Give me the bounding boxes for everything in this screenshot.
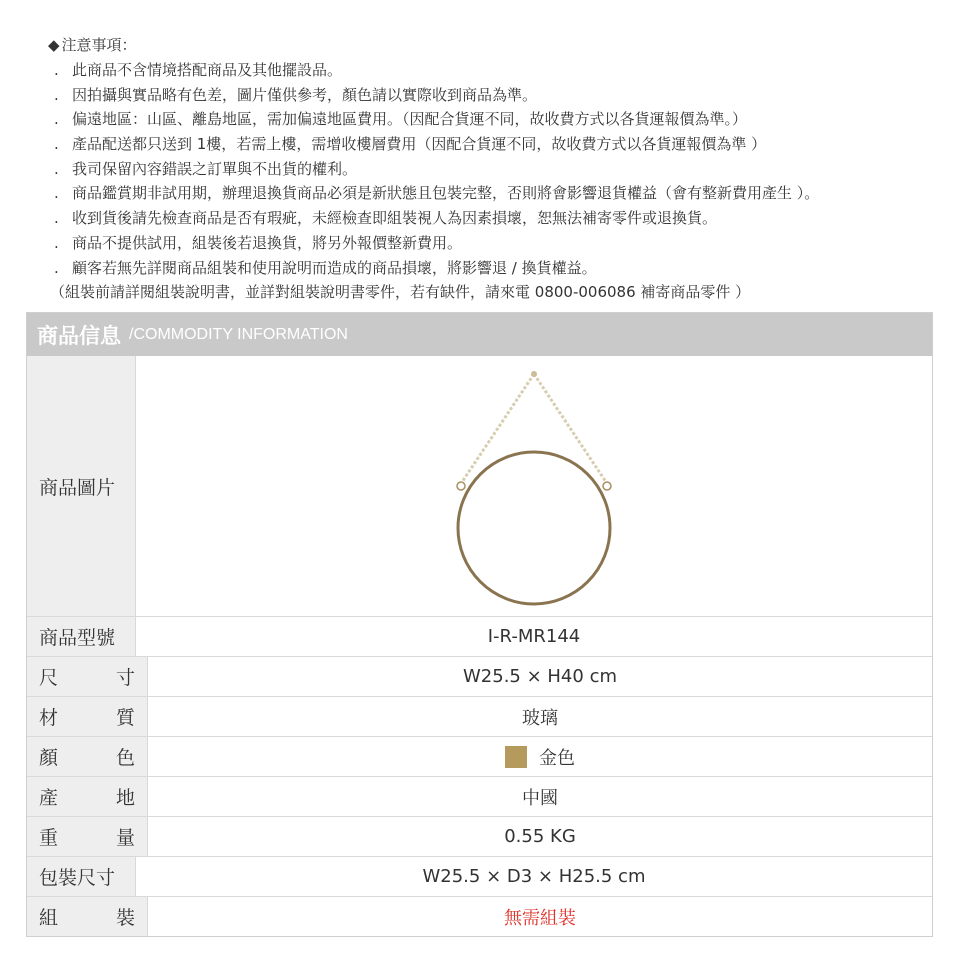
row-model [27, 616, 932, 656]
row-label: 組 裝 [27, 897, 148, 936]
row-origin [27, 776, 932, 816]
commodity-info-table [26, 312, 933, 937]
row-weight [27, 816, 932, 856]
notice-item: . 商品鑑賞期非試用期，辦理退換貨商品必須是新狀態且包裝完整，否則將會影響退貨權益（會有整新費用產生 ）。 [54, 184, 820, 203]
notice-title-text: 注意事項： [61, 36, 137, 54]
notice-item: . 因拍攝與實品略有色差，圖片僅供參考，顏色請以實際收到商品為準。 [54, 85, 538, 104]
row-value: 0.55 KG [504, 826, 576, 847]
product-image [136, 356, 932, 616]
row-package-size [27, 856, 932, 896]
image-label: 商品圖片 [27, 356, 136, 616]
notice-list [48, 58, 819, 280]
notice-item: . 商品不提供試用，組裝後若退換貨，將另外報價整新費用。 [54, 233, 463, 252]
info-header-title: 商品信息 [37, 323, 121, 348]
row-label: 產 地 [27, 777, 148, 816]
row-size [27, 656, 932, 696]
notice-item: . 產品配送都只送到 1樓，若需上樓，需增收樓層費用（因配合貨運不同，故收費方式以各貨運報價為準 ） [54, 135, 767, 154]
diamond-icon: ◆ [48, 36, 60, 54]
row-label: 包裝尺寸 [27, 857, 136, 896]
image-row [27, 356, 932, 616]
notice-item: . 此商品不含情境搭配商品及其他擺設品。 [54, 61, 343, 79]
row-label: 尺 寸 [27, 657, 148, 696]
row-value: 中國 [522, 787, 558, 809]
notice-footer: （組裝前請詳閱組裝說明書，並詳對組裝說明書零件，若有缺件，請來電 0800-006086 補寄商品零件 ） [50, 283, 751, 302]
row-label: 商品型號 [27, 617, 136, 656]
row-value: W25.5 × H40 cm [463, 666, 617, 687]
color-text: 金色 [539, 747, 575, 769]
notice-item: . 我司保留內容錯誤之訂單與不出貨的權利。 [54, 159, 358, 178]
row-value: 無需組裝 [504, 907, 576, 929]
round-mirror-image [434, 366, 634, 606]
row-label: 重 量 [27, 817, 148, 856]
row-value [148, 737, 932, 776]
row-label: 材 質 [27, 697, 148, 736]
row-label: 顏 色 [27, 737, 148, 776]
row-material [27, 696, 932, 736]
notice-item: . 偏遠地區：山區、離島地區，需加偏遠地區費用。（因配合貨運不同，故收費方式以各貨運報價為準。） [54, 110, 748, 129]
row-value: I-R-MR144 [487, 626, 581, 647]
row-value: W25.5 × D3 × H25.5 cm [422, 866, 646, 887]
notice-item: . 收到貨後請先檢查商品是否有瑕疵，未經檢查即組裝視人為因素損壞，恕無法補寄零件或退換貨。 [54, 209, 718, 228]
info-header-subtitle: /COMMODITY INFORMATION [129, 325, 348, 343]
row-color [27, 736, 932, 776]
row-value: 玻璃 [522, 707, 558, 729]
notice-section [48, 34, 819, 304]
info-header [27, 313, 932, 356]
notice-title [48, 34, 819, 56]
color-swatch [505, 746, 527, 768]
notice-item: . 顧客若無先詳閱商品組裝和使用說明而造成的商品損壞，將影響退 / 換貨權益。 [54, 258, 597, 277]
row-assembly [27, 896, 932, 936]
